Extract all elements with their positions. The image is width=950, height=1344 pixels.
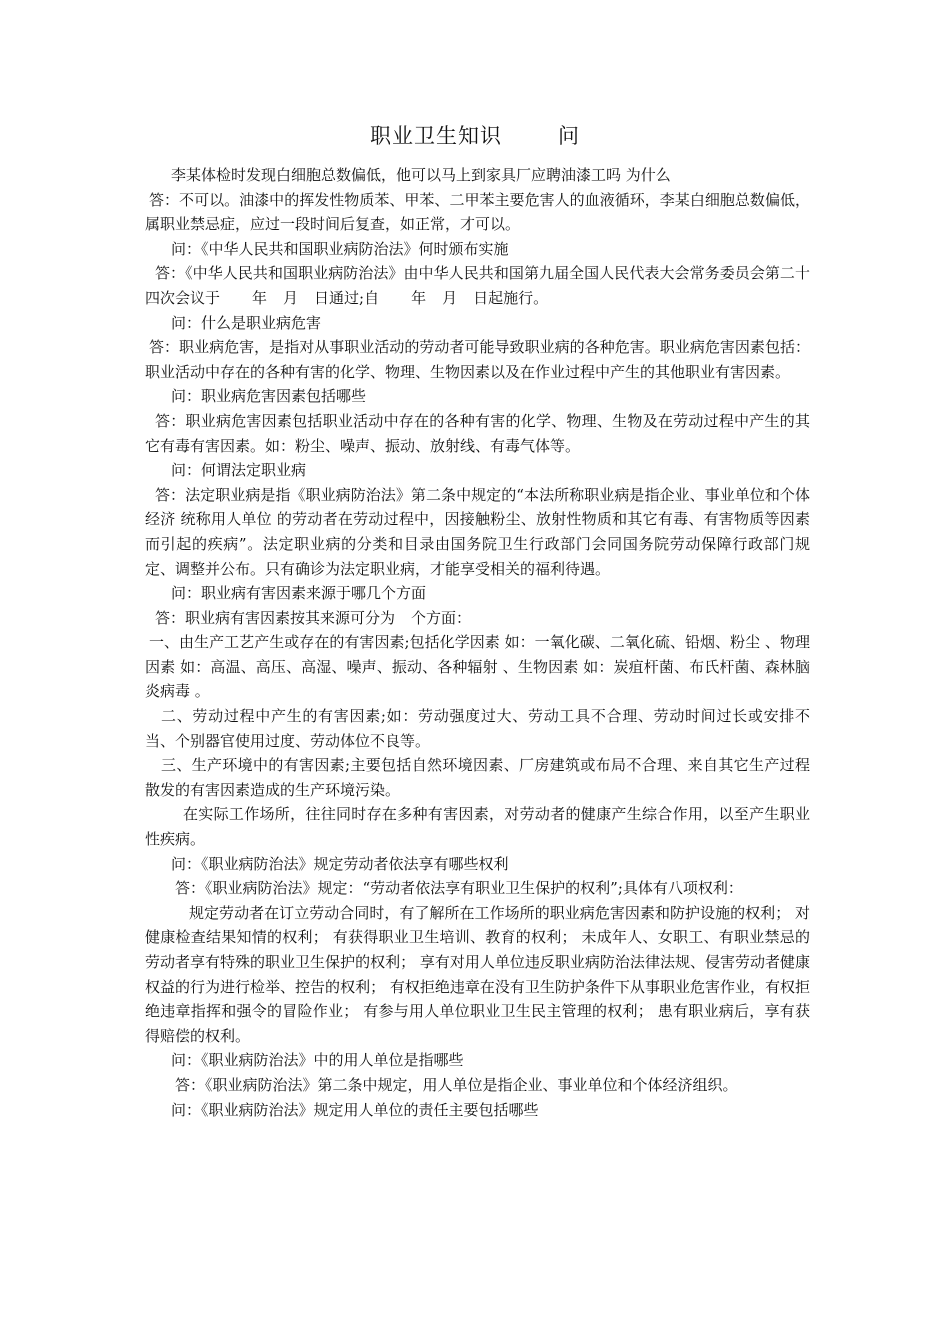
body-paragraph: 在实际工作场所，往往同时存在多种有害因素，对劳动者的健康产生综合作用，以至产生职业性疾病。	[145, 805, 810, 849]
answer-tail: 个方面：	[411, 608, 472, 627]
answer-paragraph	[145, 606, 810, 631]
month-label: 月	[442, 288, 458, 307]
answer-paragraph: 答：《职业病防治法》第二条中规定，用人单位是指企业、事业单位和个体经济组织。	[175, 1075, 738, 1094]
year-label: 年	[411, 288, 427, 307]
answer-paragraph: 答：不可以。油漆中的挥发性物质苯、甲苯、二甲苯主要危害人的血液循环，李某白细胞总数偏低，属职业禁忌症，应过一段时间后复查，如正常，才可以。	[145, 190, 810, 234]
question-paragraph: 问：职业病危害因素包括哪些	[171, 387, 367, 406]
question-paragraph: 问：何谓法定职业病	[171, 461, 307, 480]
rights-paragraph: 规定劳动者在订立劳动合同时，有了解所在工作场所的职业病危害因素和防护设施的权利； 对健康检查结果知情的权利； 有获得职业卫生培训、教育的权利； 未成年人、女职工、有职业禁忌的劳动者享有特殊的职业卫生保护的权利； 享有对用人单位违反职业病防治法律法规、侵害劳动者健康权益的行为进行检举、控告的权利； 有权拒绝违章在没有卫生防护条件下从事职业危害作业，有权拒绝违章指挥和强令的冒险作业； 有参与用人单位职业卫生民主管理的权利； 患有职业病后，享有获得赔偿的权利。	[145, 903, 810, 1045]
answer-paragraph: 答：《职业病防治法》规定：“劳动者依法享有职业卫生保护的权利”;具体有八项权利：	[175, 879, 743, 898]
list-item: 二、劳动过程中产生的有害因素;如：劳动强度过大、劳动工具不合理、劳动时间过长或安排不当、个别器官使用过度、劳动体位不良等。	[145, 707, 810, 750]
list-item: 一、由生产工艺产生或存在的有害因素;包括化学因素 如：一氧化碳、二氧化硫、铅烟、粉尘 、物理因素 如：高温、高压、高湿、噪声、振动、各种辐射 、生物因素 如：炭疽杆菌、布氏杆菌、森林脑炎病毒 。	[145, 633, 810, 701]
title-part1: 职业卫生知识	[370, 124, 502, 148]
answer-paragraph	[145, 261, 810, 310]
question-paragraph: 问：《职业病防治法》中的用人单位是指哪些	[171, 1051, 464, 1070]
question-paragraph: 问：职业病有害因素来源于哪几个方面	[171, 584, 427, 603]
question-paragraph: 问：《职业病防治法》规定劳动者依法享有哪些权利	[171, 854, 509, 873]
year-label: 年	[252, 288, 268, 307]
answer-paragraph: 答：职业病危害因素包括职业活动中存在的各种有害的化学、物理、生物及在劳动过程中产生的其它有毒有害因素。如：粉尘、噪声、振动、放射线、有毒气体等。	[145, 411, 810, 455]
document-body	[145, 163, 810, 1122]
effective-label: 日起施行。	[473, 288, 549, 307]
answer-text: 答：职业病有害因素按其来源可分为	[155, 608, 396, 627]
answer-text: 答：《中华人民共和国职业病防治法》由中华人民共和国第九届全国人民代表大会常务委员会第二十四次会议于	[145, 264, 810, 307]
question-paragraph: 问：《中华人民共和国职业病防治法》何时颁布实施	[171, 239, 509, 258]
question-paragraph: 问：《职业病防治法》规定用人单位的责任主要包括哪些	[171, 1100, 539, 1119]
answer-paragraph: 答：职业病危害，是指对从事职业活动的劳动者可能导致职业病的各种危害。职业病危害因素包括：职业活动中存在的各种有害的化学、物理、生物因素以及在作业过程中产生的其他职业有害因素。	[145, 338, 810, 381]
page-title	[0, 120, 950, 150]
list-item: 三、生产环境中的有害因素;主要包括自然环境因素、厂房建筑或布局不合理、来自其它生产过程散发的有害因素造成的生产环境污染。	[145, 756, 810, 799]
title-part2: 问	[558, 124, 580, 148]
question-paragraph: 问：什么是职业病危害	[171, 313, 322, 332]
answer-paragraph: 答：法定职业病是指《职业病防治法》第二条中规定的“本法所称职业病是指企业、事业单位和个体经济 统称用人单位 的劳动者在劳动过程中，因接触粉尘、放射性物质和其它有毒、有害物质等因素而引起的疾病”。法定职业病的分类和目录由国务院卫生行政部门会同国务院劳动保障行政部门规定、调整并公布。只有确诊为法定职业病，才能享受相关的福利待遇。	[145, 485, 810, 578]
month-label: 月	[283, 288, 299, 307]
question-paragraph: 李某体检时发现白细胞总数偏低，他可以马上到家具厂应聘油漆工吗 为什么	[171, 166, 671, 184]
passed-label: 日通过;自	[314, 288, 380, 307]
